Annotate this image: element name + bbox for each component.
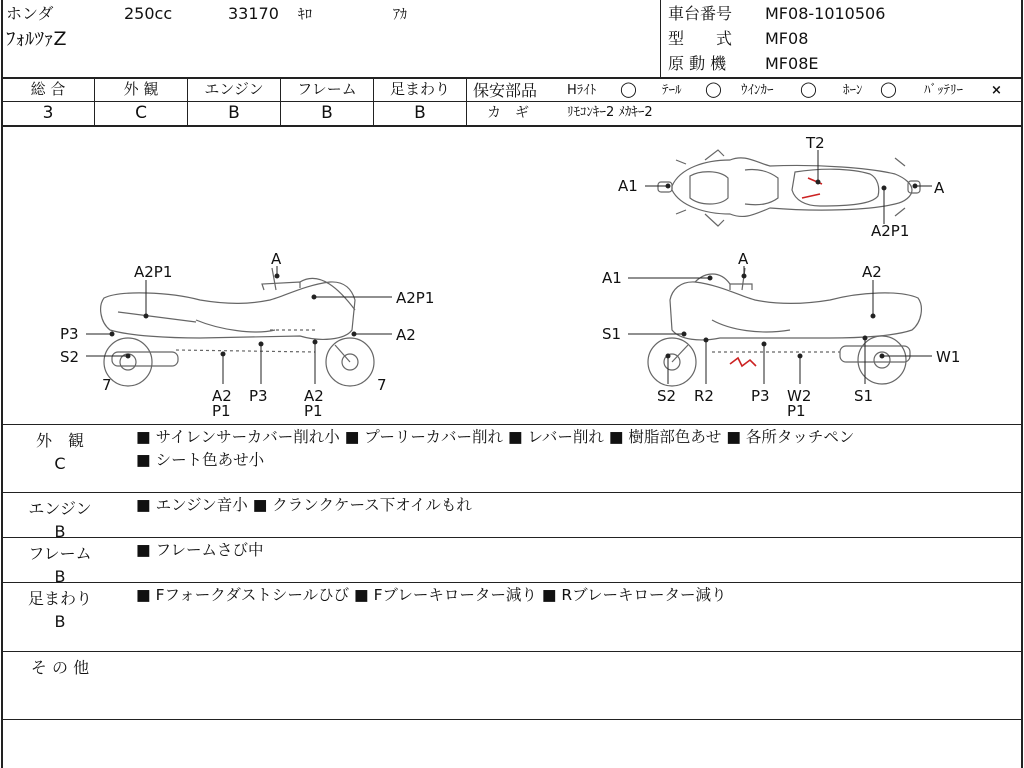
score-header-frame: フレーム [297, 80, 357, 98]
code-right-s1-b: S1 [854, 387, 874, 405]
section-label-other [0, 656, 120, 679]
code-right-p1: P1 [787, 402, 806, 420]
code-right-a2: A2 [862, 263, 882, 281]
section-remarks-engine [136, 494, 472, 517]
section-grade-exterior: C [54, 454, 66, 474]
code-right-p3: P3 [751, 387, 770, 405]
safety-label: 保安部品 [473, 81, 538, 100]
code-left-a2p1-right: A2P1 [396, 289, 435, 307]
code-left-a2p1-top: A2P1 [134, 263, 173, 281]
section-divider-4 [1, 651, 1023, 652]
code-right-a1: A1 [602, 269, 622, 287]
scooter-right-view [648, 268, 921, 386]
code-top-t2: T2 [806, 134, 825, 152]
code-left-s2: S2 [60, 348, 80, 366]
body-color: ｱｶ [393, 7, 407, 23]
safety-mid-divider [467, 101, 1023, 102]
code-right-s1-l: S1 [602, 325, 622, 343]
section-divider-1 [1, 492, 1023, 493]
remark-line: ■ Fフォークダストシールひび ■ Fブレーキローター減り ■ Rブレーキローター減り [136, 586, 727, 604]
remark-line: ■ シート色あせ小 [136, 451, 265, 469]
key-value: ﾘﾓｺﾝｷｰ2 ﾒｶｷｰ2 [567, 105, 653, 120]
mileage-unit: ｷﾛ [298, 7, 312, 23]
score-value-suspension: B [414, 103, 426, 123]
code-left-p1-b2: P1 [304, 402, 323, 420]
code-left-p3-b: P3 [249, 387, 268, 405]
safety-taillight-mark: ◯ [705, 80, 722, 98]
safety-horn-label: ﾎｰﾝ [843, 83, 863, 98]
frame-number-label: 車台番号 [668, 4, 733, 23]
key-label: カ ギ [487, 105, 529, 121]
code-top-a: A [934, 179, 945, 197]
section-divider-3 [1, 582, 1023, 583]
code-right-s2: S2 [657, 387, 677, 405]
score-value-engine: B [228, 103, 240, 123]
scooter-left-view [101, 268, 374, 386]
damage-mark-scratch-side [802, 194, 820, 198]
score-value-exterior: C [135, 103, 147, 123]
safety-battery-label: ﾊﾞｯﾃﾘｰ [924, 83, 963, 98]
frame-number: MF08-1010506 [765, 4, 886, 23]
safety-taillight-label: ﾃｰﾙ [662, 83, 682, 98]
section-title-other: そ の 他 [30, 658, 90, 677]
score-header-exterior: 外 観 [123, 80, 159, 98]
scooter-top-view [658, 150, 920, 226]
code-top-a2p1: A2P1 [871, 222, 910, 240]
safety-headlight-label: Hﾗｲﾄ [567, 83, 597, 98]
code-right-a: A [738, 250, 749, 268]
code-top-a1: A1 [618, 177, 638, 195]
displacement: 250cc [124, 4, 173, 23]
remark-line: ■ エンジン音小 ■ クランクケース下オイルもれ [136, 496, 472, 514]
safety-headlight-mark: ◯ [620, 80, 637, 98]
score-header-engine: エンジン [204, 80, 264, 98]
score-col-sep-5 [466, 78, 467, 126]
engine-type-label: 原 動 機 [668, 54, 727, 73]
safety-battery-mark: × [991, 83, 1002, 98]
section-grade-engine: B [54, 522, 66, 542]
section-divider-5 [1, 719, 1023, 720]
section-grade-frame: B [54, 567, 66, 587]
code-left-p3: P3 [60, 325, 79, 343]
section-label-frame [0, 542, 120, 588]
section-remarks-exterior [136, 426, 854, 472]
remark-line: ■ サイレンサーカバー削れ小 ■ プーリーカバー削れ ■ レバー削れ ■ 樹脂部色あせ ■ 各所タッチペン [136, 428, 855, 446]
score-value-overall: 3 [42, 103, 54, 123]
code-left-a: A [271, 250, 282, 268]
code-left-a2-b2: A2 [304, 387, 324, 405]
code-left-a2-right: A2 [396, 326, 416, 344]
score-header-overall: 総 合 [30, 80, 66, 98]
section-divider-2 [1, 537, 1023, 538]
maker-name: ホンダ [6, 4, 54, 23]
damage-diagram [0, 126, 1024, 424]
section-title-exterior: 外 観 [35, 431, 84, 450]
code-right-r2: R2 [694, 387, 714, 405]
engine-type: MF08E [765, 54, 819, 73]
scores-mid-divider [1, 101, 467, 102]
section-title-engine: エンジン [28, 499, 92, 518]
diagram-bottom-divider [1, 424, 1023, 425]
score-value-frame: B [321, 103, 333, 123]
code-left-p1-b1: P1 [212, 402, 231, 420]
model-type-label: 型 式 [668, 29, 733, 48]
damage-mark-scuff [730, 358, 756, 366]
remark-line: ■ フレームさび中 [136, 541, 264, 559]
safety-horn-mark: ◯ [880, 80, 897, 98]
safety-winker-label: ｳｲﾝｶｰ [741, 83, 774, 98]
model-name: ﾌｫﾙﾂｧZ [6, 28, 67, 50]
code-left-seven-l: 7 [102, 376, 112, 394]
section-title-suspension: 足まわり [27, 589, 92, 608]
model-type: MF08 [765, 29, 809, 48]
section-label-engine [0, 497, 120, 543]
code-left-a2-b1: A2 [212, 387, 232, 405]
code-right-w2: W2 [787, 387, 812, 405]
code-right-w1: W1 [936, 348, 961, 366]
section-label-exterior [0, 429, 120, 475]
section-label-suspension [0, 587, 120, 633]
section-grade-suspension: B [54, 612, 66, 632]
section-remarks-frame [136, 539, 263, 562]
score-header-suspension: 足まわり [389, 80, 450, 98]
vertical-header-right [660, 0, 661, 78]
section-remarks-suspension [136, 584, 727, 607]
section-title-frame: フレーム [28, 544, 92, 563]
mileage: 33170 [228, 4, 279, 23]
safety-winker-mark: ◯ [800, 80, 817, 98]
header-divider [1, 77, 1023, 79]
code-left-seven-r: 7 [377, 376, 387, 394]
